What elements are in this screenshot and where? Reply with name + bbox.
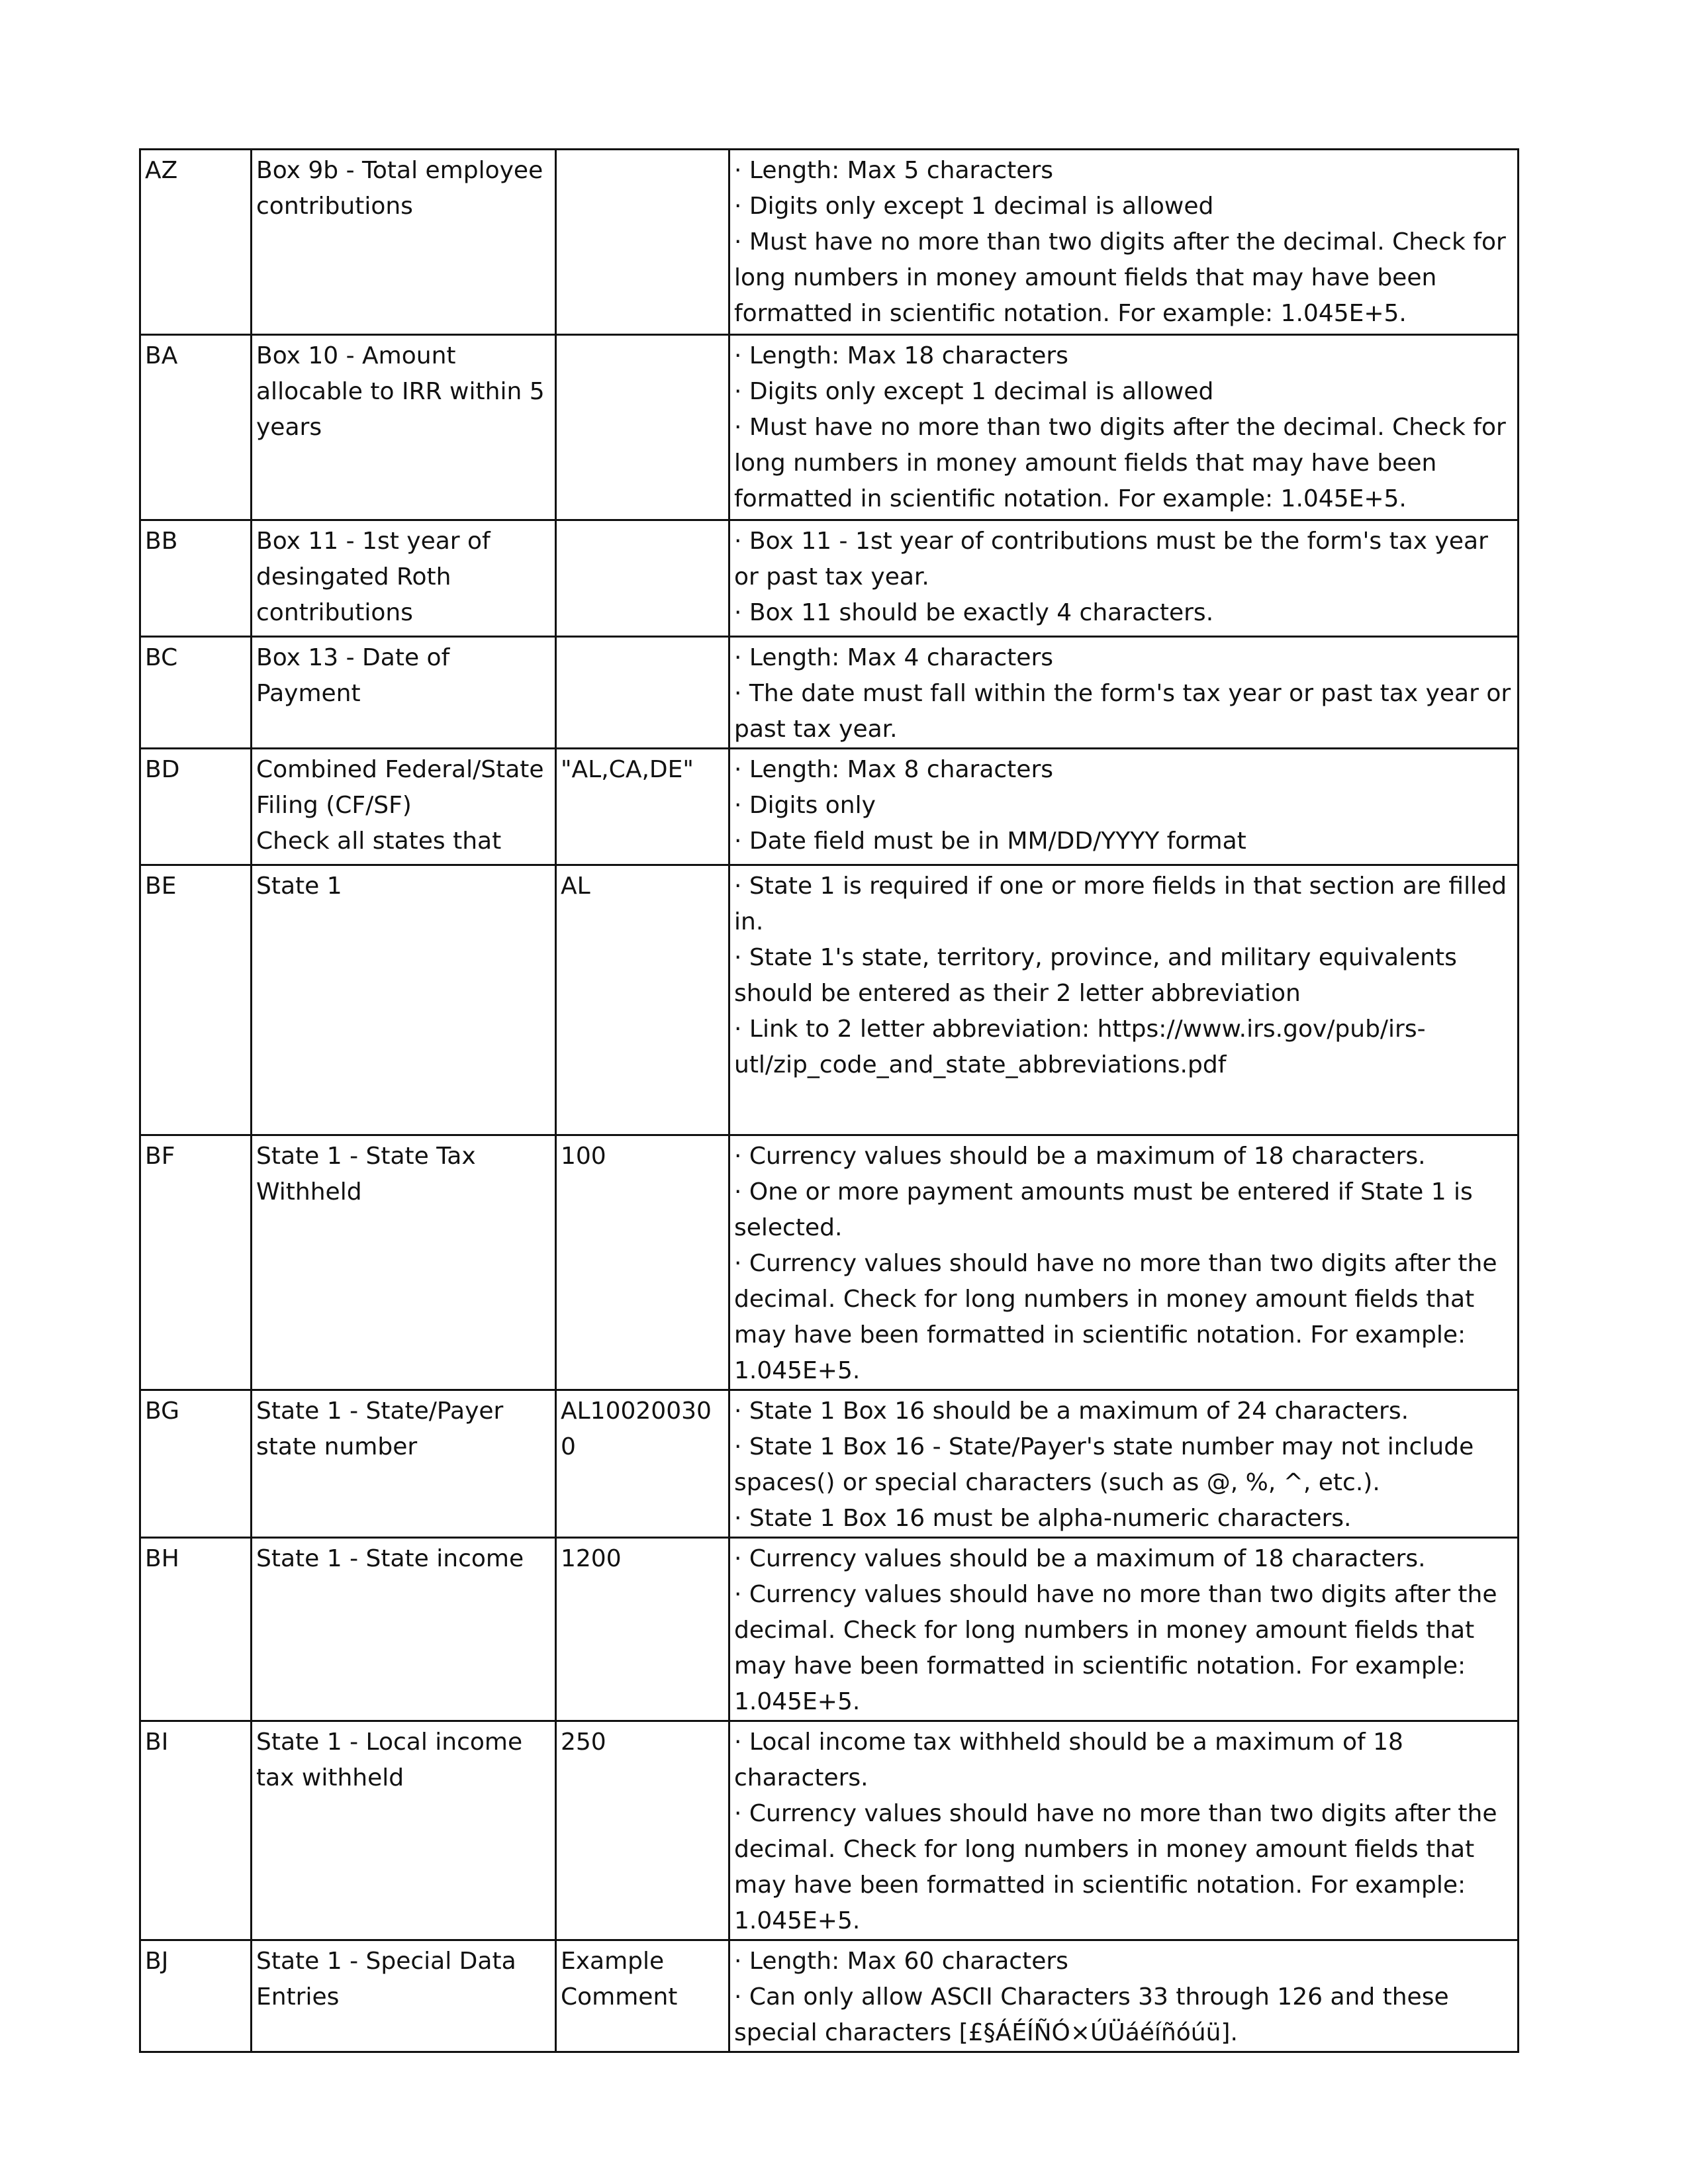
field-name-line: Box 9b - Total employee contributions [256,157,543,220]
rule-line: · Can only allow ASCII Characters 33 through 126 and these special characters [£§ÁÉÍÑÓ×ÚÜáéíñóúü]. [734,1979,1515,2051]
column-code-cell: BG [140,1390,252,1538]
field-name-line: Box 11 - 1st year of desingated Roth contributions [256,528,491,626]
rule-line: · Length: Max 18 characters [734,338,1515,374]
example-value-cell [556,637,729,749]
rule-line: · Currency values should have no more than two digits after the decimal. Check for long numbers in money amount fields that may have been formatted in scientific notation. For example: 1.045E+5. [734,1796,1515,1939]
table-row [140,865,1519,1135]
field-name-line: State 1 - State income [256,1545,524,1572]
rules-cell [729,865,1519,1135]
table-row [140,1721,1519,1940]
rule-line: · Currency values should have no more than two digits after the decimal. Check for long numbers in money amount fields that may have been formatted in scientific notation. For example: 1.045E+5. [734,1246,1515,1389]
column-code-cell: BD [140,749,252,865]
column-code-cell: BF [140,1135,252,1390]
table-body [140,150,1519,2052]
field-name-cell [252,749,556,865]
example-value-cell: "AL,CA,DE" [556,749,729,865]
rule-line: · Length: Max 5 characters [734,153,1515,189]
field-name-cell [252,150,556,335]
field-name-line: State 1 - Local income tax withheld [256,1729,523,1791]
rule-line: · State 1 Box 16 should be a maximum of 24 characters. [734,1394,1515,1429]
rules-cell [729,150,1519,335]
rules-cell [729,1390,1519,1538]
field-name-line: Box 10 - Amount allocable to IRR within 5 years [256,342,545,441]
rule-line: · Local income tax withheld should be a maximum of 18 characters. [734,1725,1515,1796]
field-name-cell [252,335,556,520]
example-value-cell: AL [556,865,729,1135]
rule-line: · State 1 is required if one or more fields in that section are filled in. [734,869,1515,940]
example-value-cell: 1200 [556,1538,729,1721]
field-name-line: Combined Federal/State Filing (CF/SF) [256,756,544,819]
field-name-line: Box 13 - Date of Payment [256,644,450,707]
rule-line: · State 1's state, territory, province, and military equivalents should be entered as their 2 letter abbreviation [734,940,1515,1012]
field-name-cell [252,1538,556,1721]
rule-line: · Must have no more than two digits after the decimal. Check for long numbers in money amount fields that may have been formatted in scientific notation. For example: 1.045E+5. [734,410,1515,517]
rule-line: · Length: Max 8 characters [734,752,1515,788]
rule-line: · Digits only except 1 decimal is allowed [734,374,1515,410]
rule-line: · One or more payment amounts must be entered if State 1 is selected. [734,1174,1515,1246]
example-value-cell: Example Comment [556,1940,729,2052]
rule-line: · Date field must be in MM/DD/YYYY format [734,824,1515,859]
column-code-cell: BA [140,335,252,520]
column-code-cell: BE [140,865,252,1135]
rule-line: · Must have no more than two digits after the decimal. Check for long numbers in money amount fields that may have been formatted in scientific notation. For example: 1.045E+5. [734,224,1515,332]
rule-line: · Currency values should be a maximum of 18 characters. [734,1541,1515,1577]
example-value-cell [556,335,729,520]
rule-line: · Length: Max 60 characters [734,1944,1515,1979]
table-row [140,749,1519,865]
example-value-cell [556,520,729,637]
field-name-line: Check all states that [256,828,502,855]
column-code-cell: AZ [140,150,252,335]
table-row [140,637,1519,749]
column-code-cell: BC [140,637,252,749]
table-row [140,520,1519,637]
rule-line: · The date must fall within the form's tax year or past tax year or past tax year. [734,676,1515,747]
rule-line: · Digits only except 1 decimal is allowed [734,189,1515,224]
example-value-cell: 250 [556,1721,729,1940]
rules-cell [729,637,1519,749]
rule-line: · Box 11 should be exactly 4 characters. [734,595,1515,631]
rule-line: · Link to 2 letter abbreviation: https://www.irs.gov/pub/irs-utl/zip_code_and_state_abbreviations.pdf [734,1012,1515,1083]
table-row [140,1135,1519,1390]
rules-cell [729,1538,1519,1721]
field-name-cell [252,520,556,637]
example-value-cell [556,150,729,335]
rules-cell [729,520,1519,637]
example-value-cell: AL100200300 [556,1390,729,1538]
column-code-cell: BI [140,1721,252,1940]
rule-line: · State 1 Box 16 - State/Payer's state number may not include spaces() or special characters (such as @, %, ^, etc.). [734,1429,1515,1501]
field-name-line: State 1 - Special Data Entries [256,1948,516,2011]
rule-line: · Length: Max 4 characters [734,640,1515,676]
field-name-cell [252,1135,556,1390]
rules-cell [729,749,1519,865]
field-name-cell [252,637,556,749]
field-name-cell [252,865,556,1135]
rules-cell [729,1940,1519,2052]
table-row [140,335,1519,520]
rules-cell [729,1135,1519,1390]
rule-line: · Box 11 - 1st year of contributions must be the form's tax year or past tax year. [734,524,1515,595]
rule-line: · State 1 Box 16 must be alpha-numeric characters. [734,1501,1515,1537]
field-name-cell [252,1390,556,1538]
rule-line: · Digits only [734,788,1515,824]
column-code-cell: BH [140,1538,252,1721]
field-name-cell [252,1940,556,2052]
rules-cell [729,1721,1519,1940]
rule-line: · Currency values should have no more than two digits after the decimal. Check for long numbers in money amount fields that may have been formatted in scientific notation. For example: 1.045E+5. [734,1577,1515,1720]
rules-cell [729,335,1519,520]
column-code-cell: BJ [140,1940,252,2052]
table-row [140,1390,1519,1538]
field-name-line: State 1 - State Tax Withheld [256,1143,476,1206]
example-value-cell: 100 [556,1135,729,1390]
table-row [140,150,1519,335]
rule-line: · Currency values should be a maximum of 18 characters. [734,1139,1515,1174]
column-code-cell: BB [140,520,252,637]
field-name-cell [252,1721,556,1940]
table-row [140,1538,1519,1721]
field-name-line: State 1 - State/Payer state number [256,1398,504,1460]
field-name-line: State 1 [256,873,342,900]
table-row [140,1940,1519,2052]
validation-rules-table [139,148,1519,2053]
